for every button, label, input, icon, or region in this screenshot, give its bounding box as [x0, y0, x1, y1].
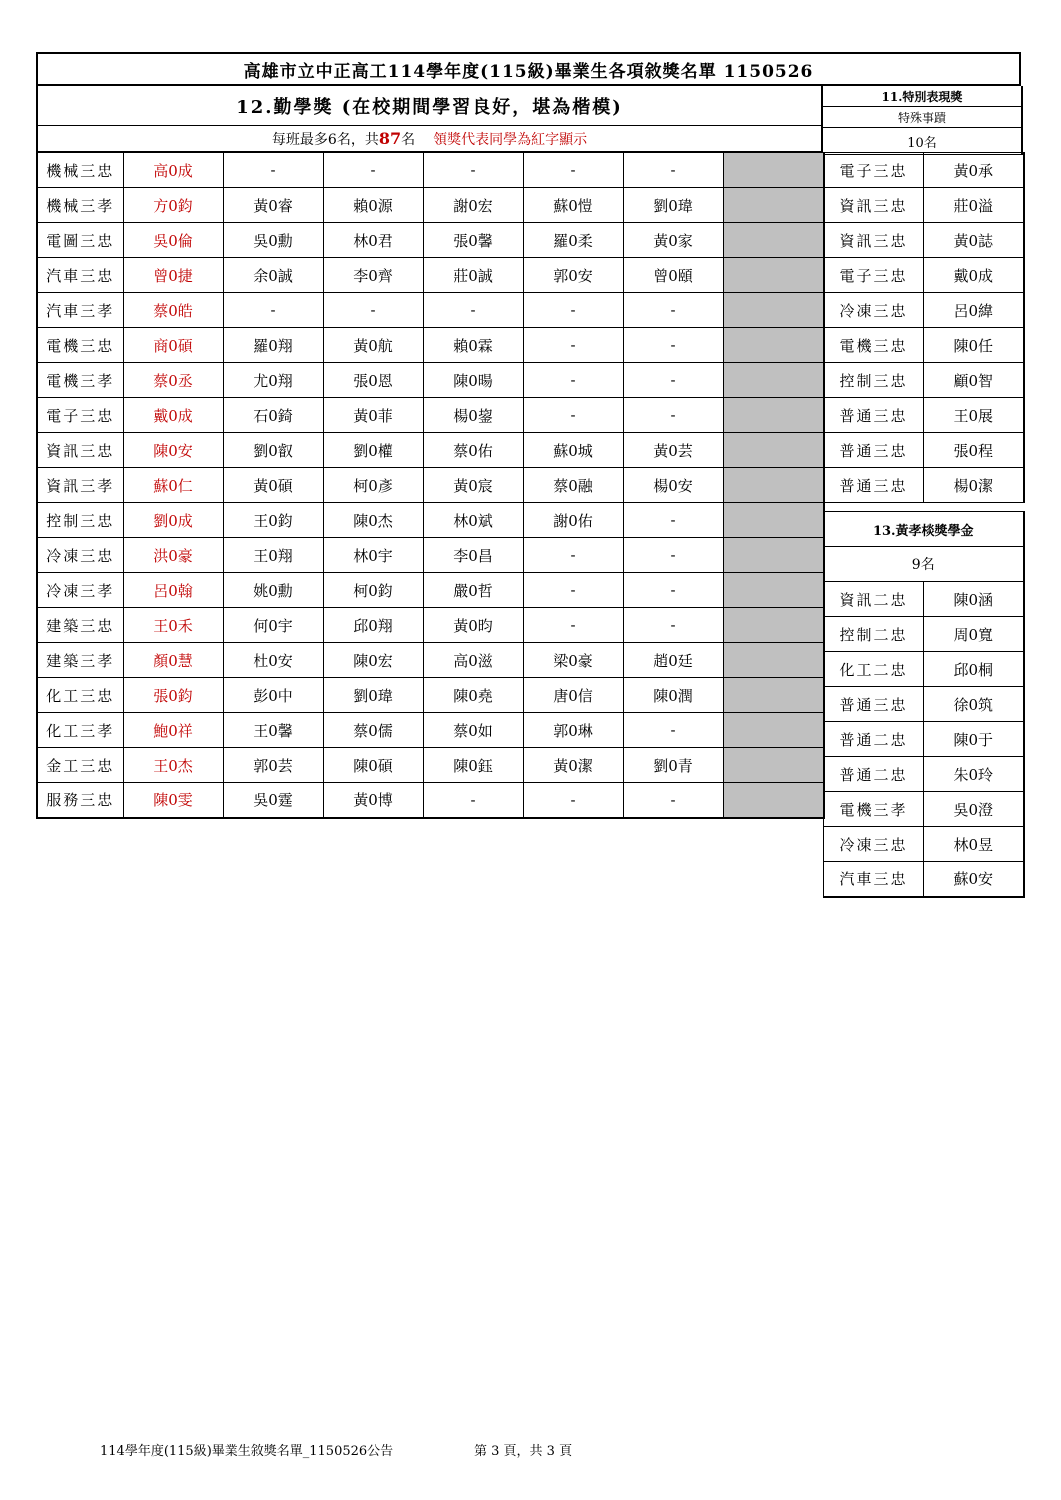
student-name: - [523, 398, 623, 433]
diligence-award-heading: 12.勤學獎 (在校期間學習良好，堪為楷模) [36, 86, 823, 126]
document-title: 高雄市立中正高工114學年度(115級)畢業生各項敘獎名單 1150526 [36, 52, 1021, 86]
student-name: - [623, 503, 723, 538]
class-name: 資訊三忠 [824, 223, 924, 258]
class-name: 控制三忠 [37, 503, 123, 538]
student-name: - [623, 538, 723, 573]
representative-student: 王0禾 [123, 608, 223, 643]
student-name: 黃0潔 [523, 748, 623, 783]
student-name: 林0宇 [323, 538, 423, 573]
table-row [824, 792, 1024, 827]
student-name: 王0展 [924, 398, 1024, 433]
student-name: 曾0頤 [623, 258, 723, 293]
student-name: 陳0堯 [423, 678, 523, 713]
table-row [37, 328, 824, 363]
class-name: 汽車三孝 [37, 293, 123, 328]
representative-student: 曾0捷 [123, 258, 223, 293]
representative-student: 蔡0皓 [123, 293, 223, 328]
class-name: 汽車三忠 [37, 258, 123, 293]
table-row [37, 643, 824, 678]
table-row [824, 827, 1024, 862]
quota-suffix: 名 [401, 131, 416, 148]
student-name: 尤0翔 [223, 363, 323, 398]
table-row [824, 862, 1024, 897]
scholarship-count: 9名 [824, 547, 1024, 582]
table-row [824, 757, 1024, 792]
student-name: 莊0溢 [924, 188, 1024, 223]
student-name: 黃0航 [323, 328, 423, 363]
class-name: 電機三忠 [37, 328, 123, 363]
student-name: 陳0潤 [623, 678, 723, 713]
table-row [37, 433, 824, 468]
table-row [824, 433, 1024, 468]
student-name: 林0昱 [924, 827, 1024, 862]
table-row [824, 582, 1024, 617]
empty-shaded-cell [723, 608, 824, 643]
student-name: 姚0勳 [223, 573, 323, 608]
student-name: 羅0柔 [523, 223, 623, 258]
student-name: - [523, 363, 623, 398]
student-name: - [623, 573, 723, 608]
student-name: 楊0安 [623, 468, 723, 503]
student-name: 黃0宸 [423, 468, 523, 503]
student-name: - [323, 293, 423, 328]
student-name: 吳0霆 [223, 783, 323, 818]
representative-student: 吳0倫 [123, 223, 223, 258]
table-row [37, 293, 824, 328]
empty-shaded-cell [723, 258, 824, 293]
student-name: 蔡0融 [523, 468, 623, 503]
empty-shaded-cell [723, 188, 824, 223]
table-row [824, 188, 1024, 223]
student-name: 顧0智 [924, 363, 1024, 398]
student-name: - [323, 153, 423, 188]
student-name: 楊0鋆 [423, 398, 523, 433]
student-name: 莊0誠 [423, 258, 523, 293]
representative-student: 洪0豪 [123, 538, 223, 573]
student-name: 林0君 [323, 223, 423, 258]
class-name: 汽車三忠 [824, 862, 924, 897]
student-name: 黃0家 [623, 223, 723, 258]
diligence-award-subheading [36, 126, 823, 152]
student-name: - [423, 783, 523, 818]
table-row [37, 573, 824, 608]
student-name: - [623, 608, 723, 643]
empty-shaded-cell [723, 538, 824, 573]
representative-student: 蘇0仁 [123, 468, 223, 503]
table-row [824, 258, 1024, 293]
student-name: 陳0杰 [323, 503, 423, 538]
representative-student: 戴0成 [123, 398, 223, 433]
class-name: 化工三孝 [37, 713, 123, 748]
student-name: 陳0任 [924, 328, 1024, 363]
student-name: 陳0宏 [323, 643, 423, 678]
student-name: 黃0承 [924, 153, 1024, 188]
scholarship-table [823, 511, 1025, 898]
student-name: 王0翔 [223, 538, 323, 573]
student-name: - [623, 363, 723, 398]
student-name: 梁0豪 [523, 643, 623, 678]
class-name: 建築三孝 [37, 643, 123, 678]
table-row [824, 293, 1024, 328]
student-name: - [623, 153, 723, 188]
student-name: 李0昌 [423, 538, 523, 573]
special-award-table [823, 152, 1025, 503]
student-name: - [423, 293, 523, 328]
class-name: 機械三忠 [37, 153, 123, 188]
student-name: 劉0權 [323, 433, 423, 468]
empty-shaded-cell [723, 643, 824, 678]
empty-shaded-cell [723, 573, 824, 608]
class-name: 建築三忠 [37, 608, 123, 643]
class-name: 普通三忠 [824, 687, 924, 722]
table-row [37, 713, 824, 748]
table-row [37, 223, 824, 258]
student-name: 嚴0哲 [423, 573, 523, 608]
student-name: 賴0霖 [423, 328, 523, 363]
student-name: 林0斌 [423, 503, 523, 538]
student-name: - [623, 398, 723, 433]
student-name: - [623, 783, 723, 818]
special-award-header [823, 86, 1023, 155]
student-name: 劉0瑋 [323, 678, 423, 713]
class-name: 電子三忠 [824, 153, 924, 188]
table-row [37, 538, 824, 573]
special-award-count: 10名 [823, 128, 1021, 155]
empty-shaded-cell [723, 363, 824, 398]
class-name: 資訊三忠 [824, 188, 924, 223]
student-name: 徐0筑 [924, 687, 1024, 722]
student-name: 何0宇 [223, 608, 323, 643]
table-row [824, 398, 1024, 433]
quota-count: 87 [378, 129, 402, 148]
class-name: 資訊二忠 [824, 582, 924, 617]
representative-student: 劉0成 [123, 503, 223, 538]
student-name: 呂0緯 [924, 293, 1024, 328]
student-name: - [523, 608, 623, 643]
empty-shaded-cell [723, 503, 824, 538]
diligence-award-table [36, 152, 825, 819]
footer-announcement: 114學年度(115級)畢業生敘獎名單_1150526公告 [100, 1444, 394, 1459]
student-name: - [523, 153, 623, 188]
student-name: 黃0菲 [323, 398, 423, 433]
table-row [37, 748, 824, 783]
student-name: 黃0芸 [623, 433, 723, 468]
student-name: 劉0叡 [223, 433, 323, 468]
empty-shaded-cell [723, 433, 824, 468]
student-name: - [623, 713, 723, 748]
table-row [824, 328, 1024, 363]
table-row [37, 363, 824, 398]
class-name: 資訊三孝 [37, 468, 123, 503]
table-row [37, 503, 824, 538]
student-name: 吳0勳 [223, 223, 323, 258]
student-name: 陳0鈺 [423, 748, 523, 783]
scholarship-heading-row [824, 512, 1024, 547]
table-row [37, 258, 824, 293]
representative-student: 鮑0祥 [123, 713, 223, 748]
class-name: 普通二忠 [824, 757, 924, 792]
class-name: 冷凍三忠 [824, 827, 924, 862]
class-name: 普通三忠 [824, 433, 924, 468]
student-name: - [623, 293, 723, 328]
student-name: 趙0廷 [623, 643, 723, 678]
empty-shaded-cell [723, 748, 824, 783]
class-name: 電子三忠 [37, 398, 123, 433]
representative-student: 高0成 [123, 153, 223, 188]
student-name: 蘇0城 [523, 433, 623, 468]
footer-page-number: 第 3 頁，共 3 頁 [474, 1444, 573, 1459]
class-name: 機械三孝 [37, 188, 123, 223]
representative-student: 王0杰 [123, 748, 223, 783]
student-name: 周0寬 [924, 617, 1024, 652]
student-name: 謝0佑 [523, 503, 623, 538]
student-name: 黃0昀 [423, 608, 523, 643]
class-name: 金工三忠 [37, 748, 123, 783]
representative-note: 領獎代表同學為紅字顯示 [433, 131, 588, 148]
empty-shaded-cell [723, 713, 824, 748]
student-name: 賴0源 [323, 188, 423, 223]
class-name: 控制三忠 [824, 363, 924, 398]
table-row [37, 678, 824, 713]
table-row [824, 652, 1024, 687]
empty-shaded-cell [723, 223, 824, 258]
table-row [824, 363, 1024, 398]
student-name: 唐0信 [523, 678, 623, 713]
student-name: 蘇0愷 [523, 188, 623, 223]
student-name: 柯0彥 [323, 468, 423, 503]
student-name: 戴0成 [924, 258, 1024, 293]
student-name: 杜0安 [223, 643, 323, 678]
student-name: 張0程 [924, 433, 1024, 468]
representative-student: 陳0雯 [123, 783, 223, 818]
class-name: 普通三忠 [824, 468, 924, 503]
table-row [37, 468, 824, 503]
student-name: 郭0芸 [223, 748, 323, 783]
table-row [37, 153, 824, 188]
student-name: 蔡0如 [423, 713, 523, 748]
class-name: 控制二忠 [824, 617, 924, 652]
student-name: 張0馨 [423, 223, 523, 258]
quota-prefix: 每班最多6名，共 [271, 131, 379, 148]
table-row [824, 223, 1024, 258]
student-name: - [523, 573, 623, 608]
class-name: 電機三忠 [824, 328, 924, 363]
empty-shaded-cell [723, 153, 824, 188]
student-name: 朱0玲 [924, 757, 1024, 792]
class-name: 電機三孝 [37, 363, 123, 398]
student-name: 邱0翔 [323, 608, 423, 643]
empty-shaded-cell [723, 328, 824, 363]
student-name: 陳0碩 [323, 748, 423, 783]
class-name: 普通三忠 [824, 398, 924, 433]
special-award-heading: 11.特別表現獎 [823, 86, 1021, 107]
representative-student: 張0鈞 [123, 678, 223, 713]
table-row [824, 153, 1024, 188]
student-name: 石0錡 [223, 398, 323, 433]
student-name: - [223, 153, 323, 188]
class-name: 服務三忠 [37, 783, 123, 818]
student-name: 蔡0佑 [423, 433, 523, 468]
student-name: - [523, 293, 623, 328]
class-name: 電子三忠 [824, 258, 924, 293]
student-name: 黃0睿 [223, 188, 323, 223]
class-name: 化工三忠 [37, 678, 123, 713]
class-name: 化工二忠 [824, 652, 924, 687]
student-name: - [523, 783, 623, 818]
student-name: 陳0暘 [423, 363, 523, 398]
special-award-subheading: 特殊事蹟 [823, 107, 1021, 128]
class-name: 普通二忠 [824, 722, 924, 757]
empty-shaded-cell [723, 678, 824, 713]
table-row [824, 468, 1024, 503]
student-name: 郭0安 [523, 258, 623, 293]
representative-student: 方0鈞 [123, 188, 223, 223]
scholarship-heading: 13.黃孝棪獎學金 [824, 512, 1024, 547]
table-row [824, 687, 1024, 722]
student-name: - [423, 153, 523, 188]
student-name: - [623, 328, 723, 363]
table-row [37, 783, 824, 818]
class-name: 電機三孝 [824, 792, 924, 827]
representative-student: 商0碩 [123, 328, 223, 363]
table-row [824, 617, 1024, 652]
class-name: 冷凍三忠 [824, 293, 924, 328]
empty-shaded-cell [723, 398, 824, 433]
student-name: - [523, 328, 623, 363]
table-row [37, 398, 824, 433]
student-name: 王0馨 [223, 713, 323, 748]
empty-shaded-cell [723, 468, 824, 503]
representative-student: 呂0翰 [123, 573, 223, 608]
student-name: 邱0桐 [924, 652, 1024, 687]
student-name: 彭0中 [223, 678, 323, 713]
student-name: 楊0潔 [924, 468, 1024, 503]
student-name: - [223, 293, 323, 328]
student-name: 余0誠 [223, 258, 323, 293]
table-row [824, 722, 1024, 757]
representative-student: 陳0安 [123, 433, 223, 468]
student-name: 郭0琳 [523, 713, 623, 748]
student-name: 羅0翔 [223, 328, 323, 363]
student-name: 王0鈞 [223, 503, 323, 538]
student-name: 吳0澄 [924, 792, 1024, 827]
class-name: 電圖三忠 [37, 223, 123, 258]
student-name: 李0齊 [323, 258, 423, 293]
student-name: 陳0涵 [924, 582, 1024, 617]
student-name: 謝0宏 [423, 188, 523, 223]
representative-student: 蔡0丞 [123, 363, 223, 398]
student-name: 柯0鈞 [323, 573, 423, 608]
class-name: 冷凍三忠 [37, 538, 123, 573]
student-name: 蔡0儒 [323, 713, 423, 748]
table-row [37, 188, 824, 223]
student-name: 劉0瑋 [623, 188, 723, 223]
representative-student: 顏0慧 [123, 643, 223, 678]
student-name: 陳0于 [924, 722, 1024, 757]
student-name: 蘇0安 [924, 862, 1024, 897]
class-name: 冷凍三孝 [37, 573, 123, 608]
student-name: 黃0博 [323, 783, 423, 818]
student-name: 張0恩 [323, 363, 423, 398]
student-name: 劉0青 [623, 748, 723, 783]
student-name: 高0滋 [423, 643, 523, 678]
scholarship-count-row [824, 547, 1024, 582]
student-name: 黃0誌 [924, 223, 1024, 258]
empty-shaded-cell [723, 783, 824, 818]
student-name: 黃0碩 [223, 468, 323, 503]
empty-shaded-cell [723, 293, 824, 328]
student-name: - [523, 538, 623, 573]
table-row [37, 608, 824, 643]
class-name: 資訊三忠 [37, 433, 123, 468]
